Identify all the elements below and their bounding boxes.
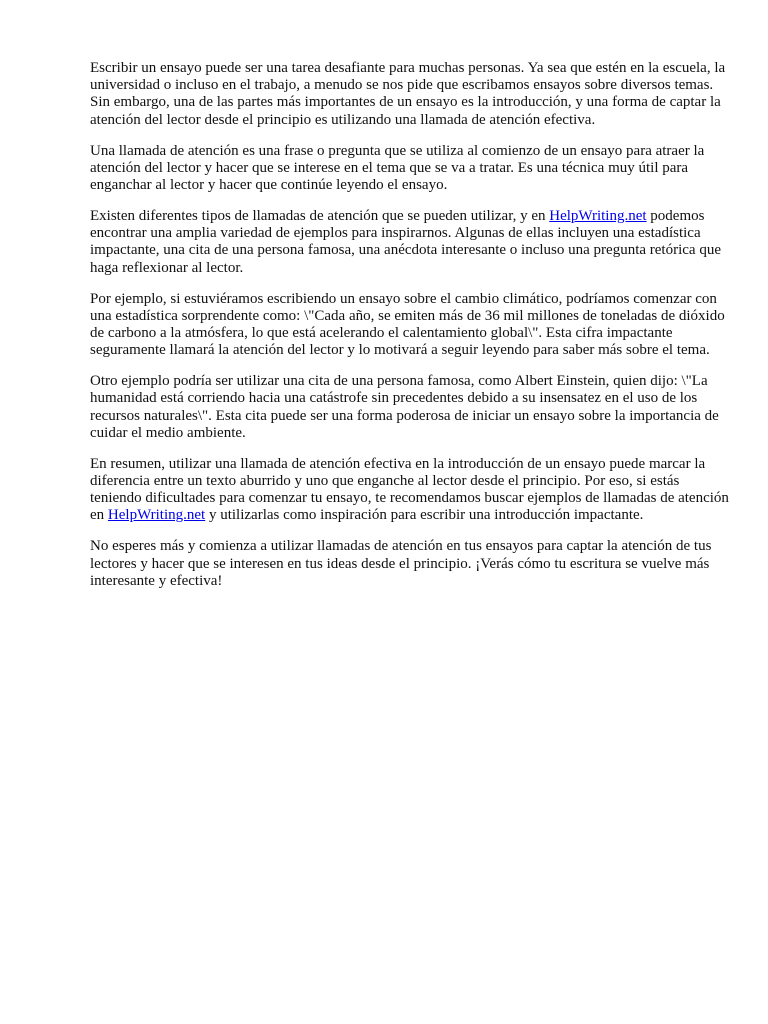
document-body	[90, 60, 730, 590]
paragraph-intro: Escribir un ensayo puede ser una tarea desafiante para muchas personas. Ya sea que estén en la escuela, la universidad o incluso en el trabajo, a menudo se nos pide que escribamos ensayos sobre diversos temas. Sin embargo, una de las partes más importantes de un ensayo es la introducción, y una forma de captar la atención del lector desde el principio es utilizando una llamada de atención efectiva.	[90, 60, 726, 128]
paragraph-summary-text-after: y utilizarlas como inspiración para escribir una introducción impactante.	[205, 507, 644, 524]
paragraph-closing: No esperes más y comienza a utilizar llamadas de atención en tus ensayos para captar la atención de tus lectores y hacer que se interesen en tus ideas desde el principio. ¡Verás cómo tu escritura se vuelve más interesante y efectiva!	[90, 538, 712, 589]
paragraph-types-text-after: podemos encontrar una amplia variedad de ejemplos para inspirarnos. Algunas de ellas incluyen una estadística impactante, una cita de una persona famosa, una anécdota interesante o incluso una pregunta retórica que haga reflexionar al lector.	[90, 208, 721, 276]
paragraph-statistic-example: Por ejemplo, si estuviéramos escribiendo un ensayo sobre el cambio climático, podríamos comenzar con una estadística sorprendente como: \"Cada año, se emiten más de 36 mil millones de toneladas de dióxido de carbono a la atmósfera, lo que está acelerando el calentamiento global\". Esta cifra impactante seguramente llamará la atención del lector y lo motivará a seguir leyendo para saber más sobre el tema.	[90, 290, 725, 359]
paragraph-summary-text-before: En resumen, utilizar una llamada de atención efectiva en la introducción de un ensayo puede marcar la diferencia entre un texto aburrido y uno que enganche al lector desde el principio. Por eso, si estás teniendo dificultades para comenzar tu ensayo, te recomendamos buscar ejemplos de llamadas de atención en	[90, 455, 729, 524]
paragraph-quote-example: Otro ejemplo podría ser utilizar una cita de una persona famosa, como Albert Einstein, quien dijo: \"La humanidad está corriendo hacia una catástrofe sin precedentes debido a su insensatez en el uso de los recursos naturales\". Esta cita puede ser una forma poderosa de iniciar un ensayo sobre la importancia de cuidar el medio ambiente.	[90, 373, 719, 441]
paragraph-types-text-before: Existen diferentes tipos de llamadas de atención que se pueden utilizar, y en	[90, 208, 550, 225]
helpwriting-link-summary[interactable]: HelpWriting.net	[107, 507, 206, 524]
paragraph-definition: Una llamada de atención es una frase o pregunta que se utiliza al comienzo de un ensayo para atraer la atención del lector y hacer que se interese en el tema que se va a tratar. Es una técnica muy útil para enganchar al lector y hacer que continúe leyendo el ensayo.	[90, 142, 705, 194]
paragraph-types	[90, 208, 730, 277]
paragraph-summary	[90, 456, 730, 525]
helpwriting-link[interactable]: HelpWriting.net	[549, 208, 647, 225]
